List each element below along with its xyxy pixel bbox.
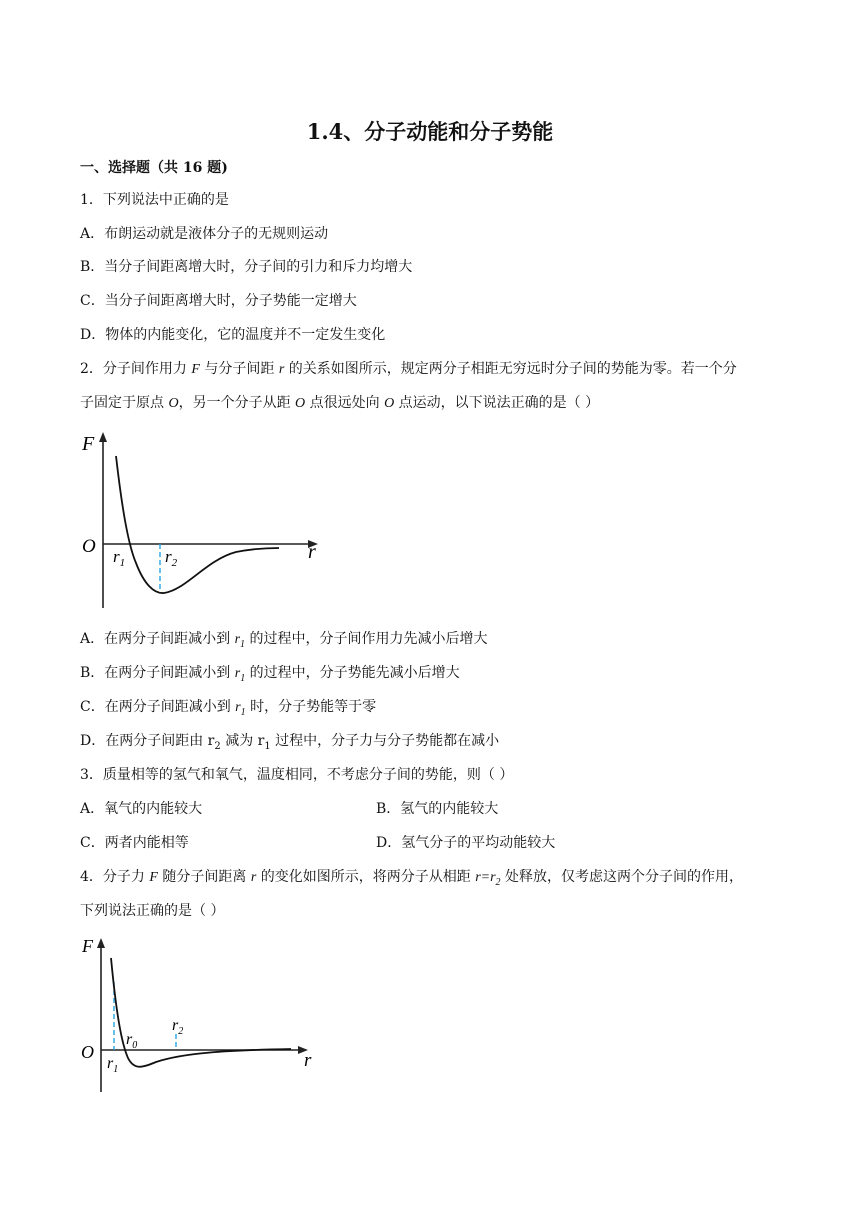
q2-y-arrow: [99, 432, 107, 442]
q2-option-c: C．在两分子间距减小到 $r_1$ 时，分子势能等于零: [80, 699, 377, 718]
q3-stem: 3．质量相等的氢气和氧气，温度相同，不考虑分子间的势能，则（ ）: [80, 767, 514, 783]
q3-option-d: D．氢气分子的平均动能较大: [376, 835, 556, 851]
q3-option-b: B．氢气的内能较大: [376, 801, 499, 817]
q3-option-c: C．两者内能相等: [80, 835, 189, 851]
q4-y-arrow: [97, 938, 105, 948]
q3-option-a: A．氧气的内能较大: [80, 801, 203, 817]
q2-label-O: O: [82, 536, 96, 557]
q2-option-a: A．在两分子间距减小到 $r_1$ 的过程中，分子间作用力先减小后增大: [80, 631, 488, 650]
q4-label-r2: $r_2$: [172, 1017, 184, 1037]
q4-label-r0: $r_0$: [126, 1031, 138, 1051]
q4-label-r: r: [304, 1050, 312, 1071]
q2-stem-line1: 2．分子间作用力 F 与分子间距 r 的关系如图所示，规定两分子相距无穷远时分子间的势能为零。若一个分: [80, 361, 737, 377]
q4-force-figure: [76, 930, 326, 1095]
q1-stem: 1．下列说法中正确的是: [80, 192, 229, 208]
q2-stem-line2: 子固定于原点 O，另一个分子从距 O 点很远处向 O 点运动，以下说法正确的是（ ）: [80, 395, 600, 411]
q4-stem-line2: 下列说法正确的是（ ）: [80, 903, 225, 919]
q4-stem-line1: 4．分子力 F 随分子间距离 r 的变化如图所示，将两分子从相距 $r=r_2$ 处释放，仅考虑这两个分子间的作用，: [80, 869, 743, 888]
q1-option-a: A．布朗运动就是液体分子的无规则运动: [80, 226, 329, 242]
page-title: 1.4、分子动能和分子势能: [306, 119, 554, 144]
q2-force-figure: [76, 428, 336, 613]
section-heading: 一、选择题（共 16 题): [80, 160, 228, 176]
q2-option-b: B．在两分子间距减小到 $r_1$ 的过程中，分子势能先减小后增大: [80, 665, 460, 684]
q1-option-d: D．物体的内能变化，它的温度并不一定发生变化: [80, 327, 386, 343]
q2-label-r2: $r_2$: [165, 547, 178, 569]
q1-option-b: B．当分子间距离增大时，分子间的引力和斥力均增大: [80, 259, 413, 275]
q2-force-curve: [116, 456, 279, 593]
q2-label-r1: $r_1$: [113, 547, 126, 569]
q1-option-c: C．当分子间距离增大时，分子势能一定增大: [80, 293, 357, 309]
q2-label-r: r: [308, 541, 316, 563]
q4-label-r1: $r_1$: [107, 1055, 119, 1075]
q4-label-F: F: [82, 936, 93, 956]
q2-label-F: F: [82, 433, 95, 455]
q2-option-d: D．在两分子间距由 $r_2$ 减为 $r_1$ 过程中，分子力与分子势能都在减小: [80, 733, 500, 752]
q4-label-O: O: [81, 1042, 94, 1062]
